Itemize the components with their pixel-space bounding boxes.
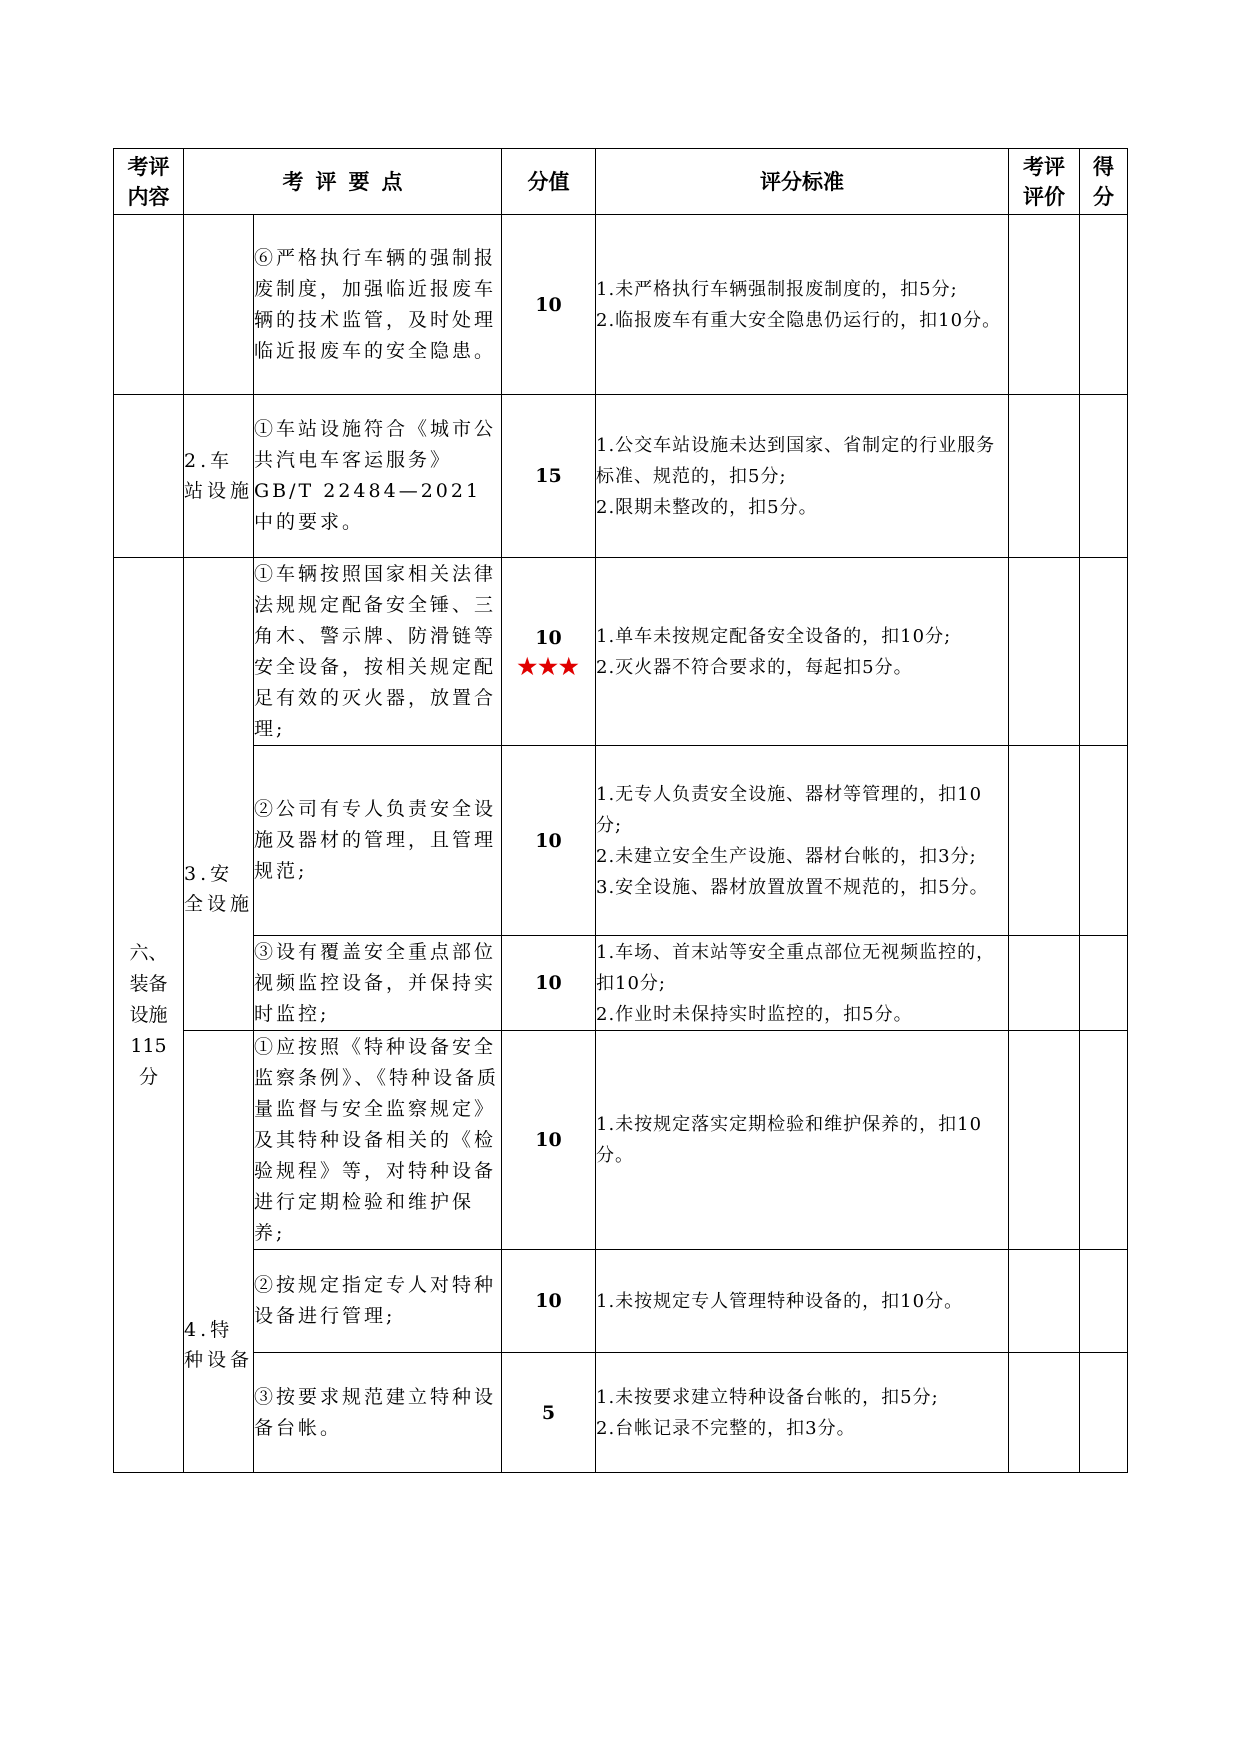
got-score-input-cell[interactable]: [1080, 1031, 1128, 1250]
header-evaluation: 考评 评价: [1009, 149, 1080, 215]
sub-cell-empty: [184, 215, 254, 395]
evaluation-input-cell[interactable]: [1009, 215, 1080, 395]
sub-category-station: 2.车站设施: [184, 395, 254, 558]
table-row: [114, 558, 1128, 746]
table-row: [114, 1353, 1128, 1473]
standard-cell: 1.未按要求建立特种设备台帐的，扣5分; 2.台帐记录不完整的，扣3分。: [596, 1353, 1009, 1473]
evaluation-table: [113, 148, 1128, 1473]
standard-cell: 1.公交车站设施未达到国家、省制定的行业服务标准、规范的，扣5分; 2.限期未整改的，扣5分。: [596, 395, 1009, 558]
table-row: [114, 1250, 1128, 1353]
standard-cell: 1.未按规定落实定期检验和维护保养的，扣10分。: [596, 1031, 1009, 1250]
table-row: [114, 395, 1128, 558]
got-score-input-cell[interactable]: [1080, 1353, 1128, 1473]
header-points: 考评要点: [184, 149, 502, 215]
point-cell: ③设有覆盖安全重点部位视频监控设备，并保持实时监控;: [254, 936, 502, 1031]
evaluation-input-cell[interactable]: [1009, 1031, 1080, 1250]
point-cell: ①车辆按照国家相关法律法规规定配备安全锤、三角木、警示牌、防滑链等安全设备，按相关规定配足有效的灭火器，放置合理;: [254, 558, 502, 746]
table-row: [114, 746, 1128, 936]
score-cell: 10: [502, 1250, 596, 1353]
category-cell-empty: [114, 215, 184, 395]
score-cell: 5: [502, 1353, 596, 1473]
got-score-input-cell[interactable]: [1080, 558, 1128, 746]
evaluation-input-cell[interactable]: [1009, 395, 1080, 558]
standard-cell: 1.未严格执行车辆强制报废制度的，扣5分; 2.临报废车有重大安全隐患仍运行的，扣10分。: [596, 215, 1009, 395]
table-header-row: [114, 149, 1128, 215]
point-cell: ②按规定指定专人对特种设备进行管理;: [254, 1250, 502, 1353]
header-got-score: 得 分: [1080, 149, 1128, 215]
evaluation-input-cell[interactable]: [1009, 1250, 1080, 1353]
table-row: [114, 936, 1128, 1031]
score-cell: 10: [502, 936, 596, 1031]
sub-category-safety: 3.安全设施: [184, 558, 254, 1031]
table-row: [114, 215, 1128, 395]
header-standard: 评分标准: [596, 149, 1009, 215]
star-rating-icon: ★★★: [517, 653, 580, 680]
got-score-input-cell[interactable]: [1080, 746, 1128, 936]
standard-cell: 1.未按规定专人管理特种设备的，扣10分。: [596, 1250, 1009, 1353]
got-score-input-cell[interactable]: [1080, 936, 1128, 1031]
table-row: [114, 1031, 1128, 1250]
standard-cell: 1.车场、首末站等安全重点部位无视频监控的，扣10分; 2.作业时未保持实时监控的，扣5分。: [596, 936, 1009, 1031]
point-cell: ②公司有专人负责安全设施及器材的管理，且管理规范;: [254, 746, 502, 936]
score-cell: 10: [502, 215, 596, 395]
score-cell: 10: [502, 746, 596, 936]
score-cell: 10: [502, 1031, 596, 1250]
category-cell-empty: [114, 395, 184, 558]
got-score-input-cell[interactable]: [1080, 395, 1128, 558]
category-equipment: 六、 装备 设施 115 分: [114, 558, 184, 1473]
got-score-input-cell[interactable]: [1080, 215, 1128, 395]
point-cell: ①车站设施符合《城市公共汽电车客运服务》GB/T 22484—2021中的要求。: [254, 395, 502, 558]
evaluation-input-cell[interactable]: [1009, 746, 1080, 936]
score-cell: 15: [502, 395, 596, 558]
evaluation-input-cell[interactable]: [1009, 1353, 1080, 1473]
sub-category-special-equipment: 4.特种设备: [184, 1031, 254, 1473]
point-cell: ①应按照《特种设备安全监察条例》、《特种设备质量监督与安全监察规定》及其特种设备相关的《检验规程》等，对特种设备进行定期检验和维护保养;: [254, 1031, 502, 1250]
point-cell: ⑥严格执行车辆的强制报废制度，加强临近报废车辆的技术监管，及时处理临近报废车的安全隐患。: [254, 215, 502, 395]
point-cell: ③按要求规范建立特种设备台帐。: [254, 1353, 502, 1473]
standard-cell: 1.单车未按规定配备安全设备的，扣10分; 2.灭火器不符合要求的，每起扣5分。: [596, 558, 1009, 746]
score-cell: 10 ★★★: [502, 558, 596, 746]
evaluation-input-cell[interactable]: [1009, 936, 1080, 1031]
standard-cell: 1.无专人负责安全设施、器材等管理的，扣10分; 2.未建立安全生产设施、器材台帐的，扣3分; 3.安全设施、器材放置放置不规范的，扣5分。: [596, 746, 1009, 936]
header-score-value: 分值: [502, 149, 596, 215]
evaluation-input-cell[interactable]: [1009, 558, 1080, 746]
got-score-input-cell[interactable]: [1080, 1250, 1128, 1353]
header-content: 考评 内容: [114, 149, 184, 215]
